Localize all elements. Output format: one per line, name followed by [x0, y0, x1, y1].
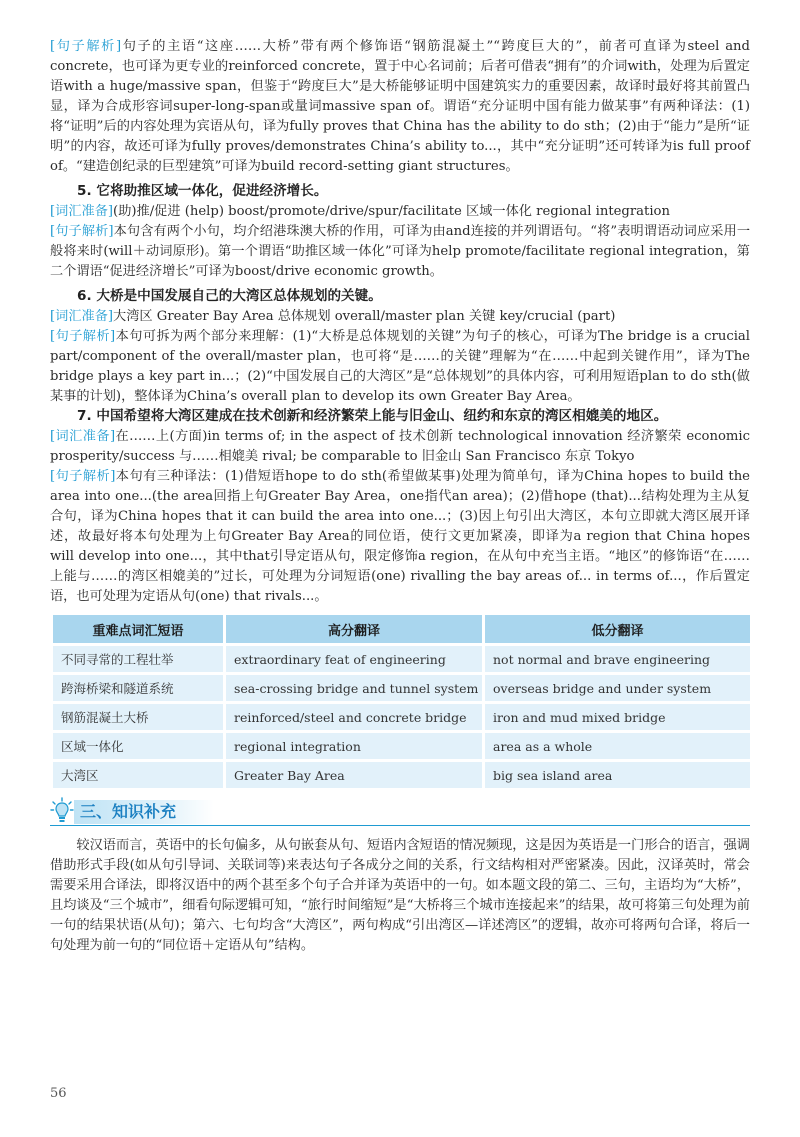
vocab-text: (助)推/促进 (help) boost/promote/drive/spur/facilitate 区域一体化 regional integration [113, 204, 670, 219]
table-cell: sea-crossing bridge and tunnel system [226, 675, 482, 701]
analysis-text: 本句可拆为两个部分来理解：(1)“大桥是总体规划的关键”为句子的核心，可译为The bridge is a crucial part/component of the overall/master plan，也可将“是……的关键”理解为“在……中起到关键作用”，译为The bridge plays a key part in...；(2)“中国发展自己的大湾区”是“总体规划”的具体内容，可利用短语plan to do sth(做某事的计划)，整体译为China’s overall plan to develop its own Greater Bay Area。 [50, 329, 751, 404]
table-cell: 区域一体化 [53, 733, 223, 759]
item-7-vocab [50, 427, 750, 467]
table-cell: regional integration [226, 733, 482, 759]
table-cell: not normal and brave engineering [485, 646, 750, 672]
item-5-vocab [50, 202, 750, 222]
table-cell: Greater Bay Area [226, 762, 482, 788]
table-cell: reinforced/steel and concrete bridge [226, 704, 482, 730]
table-cell: area as a whole [485, 733, 750, 759]
item-6-heading: 6. 大桥是中国发展自己的大湾区总体规划的关键。 [77, 288, 382, 304]
analysis-text: 本句有三种译法：(1)借短语hope to do sth(希望做某事)处理为简单句，译为China hopes to build the area into one...(the area回指上句Greater Bay Area，one指代an area)；(2)借hope (that)...结构处理为主从复合句，译为China hopes that it can build the area into one...；(3)因上句引出大湾区，本句立即就大湾区展开译述，故最好将本句处理为上句Greater Bay Area的同位语，使行文更加紧凑，即译为a region that China hopes will develop into one...，其中that引导定语从句，限定修饰a region，在从句中充当主语。“地区”的修饰语“在……上能与……的湾区相媲美的”过长，可处理为分词短语(one) rivalling the bay areas of... in terms of...，作后置定语，也可处理为定语从句(one) that rivals...。 [50, 469, 750, 604]
analysis-tag: [句子解析] [50, 224, 114, 239]
item-6-vocab [50, 307, 750, 327]
table-cell: extraordinary feat of engineering [226, 646, 482, 672]
item-7-heading: 7. 中国希望将大湾区建成在技术创新和经济繁荣上能与旧金山、纽约和东京的湾区相媲美的地区。 [77, 408, 668, 424]
table-row [53, 733, 750, 759]
vocab-text: 在……上(方面)in terms of; in the aspect of 技术创新 technological innovation 经济繁荣 economic prosperity/success 与……相媲美 rival; be comparable to 旧金山 San Francisco 东京 Tokyo [50, 429, 750, 464]
page-number: 56 [50, 1086, 67, 1101]
table-cell: 跨海桥梁和隧道系统 [53, 675, 223, 701]
section-title: 三、知识补充 [80, 802, 177, 821]
table-cell: 钢筋混凝土大桥 [53, 704, 223, 730]
section-3-header [50, 797, 750, 827]
analysis-text: 句子的主语“这座……大桥”带有两个修饰语“钢筋混凝土”“跨度巨大的”，前者可直译为steel and concrete，也可译为更专业的reinforced concrete，置于中心名词前；后者可借表“拥有”的介词with，处理为后置定语with a huge/massive span，但鉴于“跨度巨大”是大桥能够证明中国建筑实力的重要因素，故译时最好将其前置凸显，译为合成形容词super-long-span或量词massive span of。谓语“充分证明中国有能力做某事”有两种译法：(1)将“证明”后的内容处理为宾语从句，译为fully proves that China has the ability to do sth；(2)由于“能力”是所“证明”的内容，故还可译为fully proves/demonstrates China’s ability to...，其中“充分证明”还可转译为is full proof of。“建造创纪录的巨型建筑”可译为build record-setting giant structures。 [50, 39, 750, 174]
table-cell: big sea island area [485, 762, 750, 788]
analysis-tag: [句子解析] [50, 469, 116, 484]
table-row [53, 762, 750, 788]
item-7-analysis [50, 467, 750, 607]
analysis-text: 本句含有两个小句，均介绍港珠澳大桥的作用，可译为由and连接的并列谓语句。“将”表明谓语动词应采用一般将来时(will＋动词原形)。第一个谓语“助推区域一体化”可译为help promote/facilitate regional integration，第二个谓语“促进经济增长”可译为boost/drive economic growth。 [50, 224, 751, 279]
table-row [53, 675, 750, 701]
analysis-paragraph-1 [50, 37, 750, 177]
item-6-analysis [50, 327, 750, 407]
vocab-text: 大湾区 Greater Bay Area 总体规划 overall/master plan 关键 key/crucial (part) [113, 309, 616, 324]
vocab-tag: [词汇准备] [50, 429, 116, 444]
table-row [53, 704, 750, 730]
table-header: 高分翻译 [226, 615, 482, 643]
lightbulb-icon [50, 797, 74, 825]
table-row [53, 646, 750, 672]
table-cell: iron and mud mixed bridge [485, 704, 750, 730]
section-divider [50, 825, 750, 826]
analysis-tag: [句子解析] [50, 329, 116, 344]
table-header: 重难点词汇短语 [53, 615, 223, 643]
vocab-tag: [词汇准备] [50, 204, 114, 219]
table-cell: 大湾区 [53, 762, 223, 788]
vocab-tag: [词汇准备] [50, 309, 114, 324]
table-cell: 不同寻常的工程壮举 [53, 646, 223, 672]
item-5-heading: 5. 它将助推区域一体化，促进经济增长。 [77, 183, 328, 199]
item-5-analysis [50, 222, 750, 282]
section-3-body: 较汉语而言，英语中的长句偏多，从句嵌套从句、短语内含短语的情况频现，这是因为英语是一门形合的语言，强调借助形式手段(如从句引导词、关联词等)来表达句子各成分之间的关系，行文结构相对严密紧凑。因此，汉译英时，常会需要采用合译法，即将汉语中的两个甚至多个句子合并译为英语中的一句。如本题文段的第二、三句，主语均为“大桥”，且均谈及“三个城市”，细看句际逻辑可知，“旅行时间缩短”是“大桥将三个城市连接起来”的结果，故可将第三句处理为前一句的结果状语(从句)；第六、七句均含“大湾区”，两句构成“引出湾区—详述湾区”的逻辑，故亦可将两句合译，将后一句处理为前一句的“同位语＋定语从句”结构。 [50, 838, 750, 953]
table-header-row [53, 615, 750, 643]
table-cell: overseas bridge and under system [485, 675, 750, 701]
vocab-comparison-table [50, 612, 753, 791]
analysis-tag: [句子解析] [50, 39, 122, 54]
table-header: 低分翻译 [485, 615, 750, 643]
